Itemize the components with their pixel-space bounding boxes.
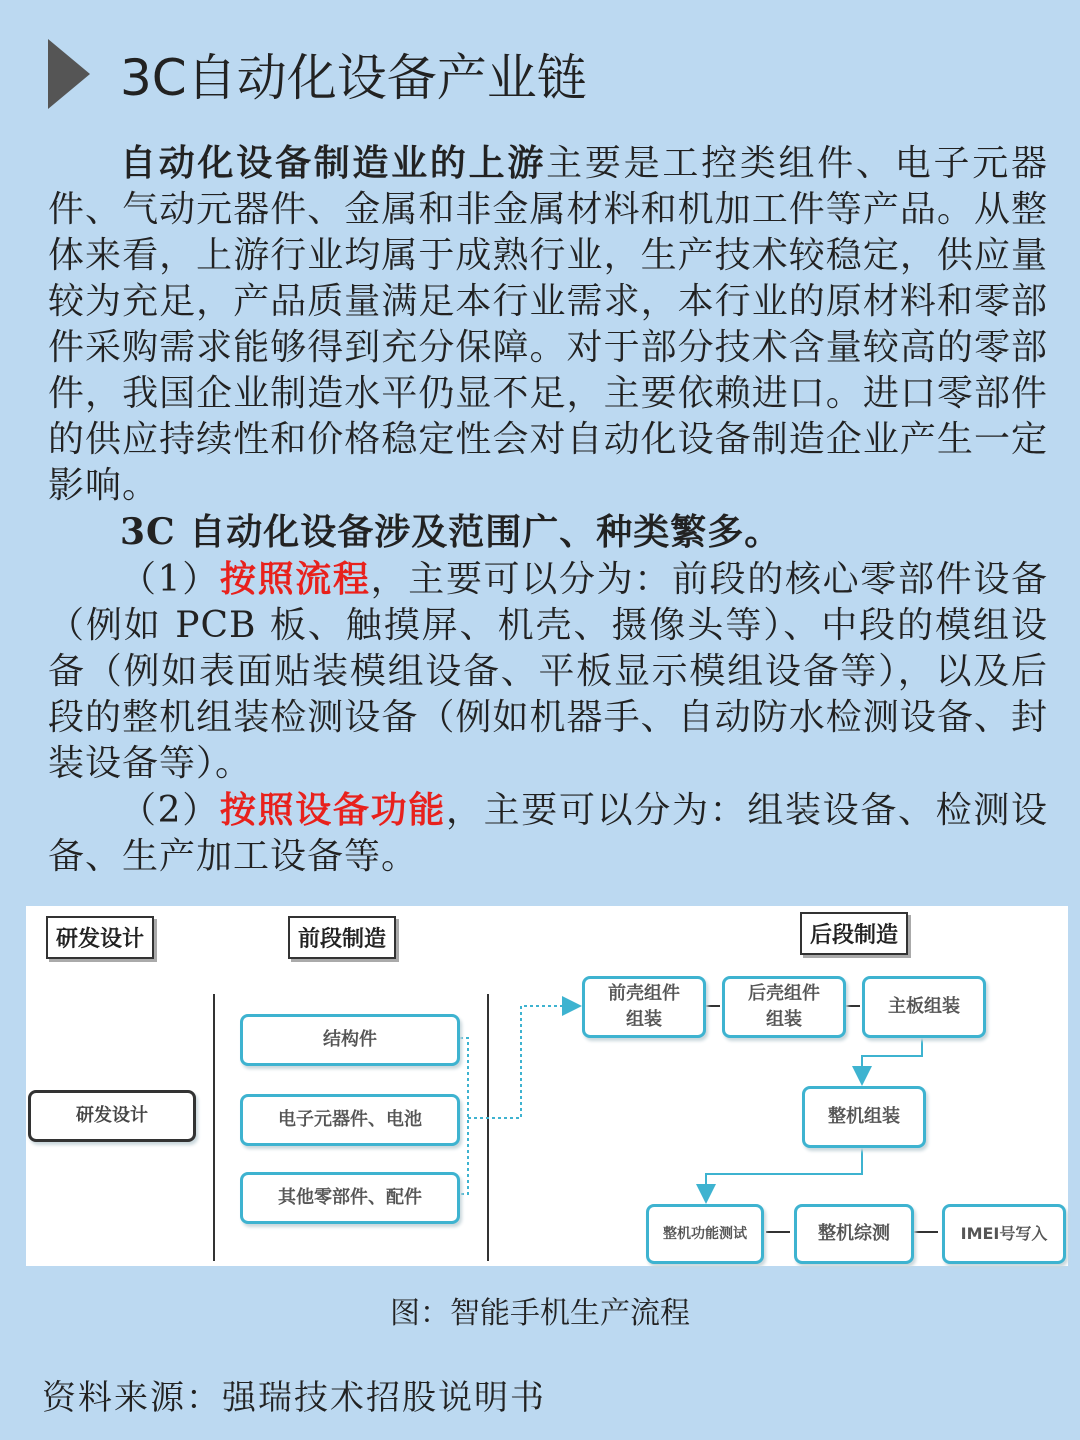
box-mainboard: 主板组装 [862,976,986,1038]
process-text: ，主要可以分为：前段的核心零部件设备（例如 PCB 板、触摸屏、机壳、摄像头等）、中段的模组设备（例如表面贴装模组设备、平板显示模组设备等），以及后段的整机组装检测设备（例如机器手、自动防水检测设备、封装设备等）。 [48,559,1048,784]
paragraph-by-process [48,556,1048,787]
page-title: 3C自动化设备产业链 [120,49,587,107]
source-note: 资料来源：强瑞技术招股说明书 [42,1378,546,1418]
header-rd: 研发设计 [46,916,154,959]
scope-text: 3C 自动化设备涉及范围广、种类繁多。 [120,511,782,553]
function-highlight: 按照设备功能 [219,789,446,831]
header-front: 前段制造 [288,916,396,959]
upstream-lead: 自动化设备制造业的上游 [120,142,547,184]
header-back: 后段制造 [800,912,908,955]
function-prefix: （2） [120,790,220,831]
box-back-shell: 后壳组件 组装 [722,976,846,1038]
box-electronics: 电子元器件、电池 [240,1094,460,1146]
box-full-test: 整机综测 [794,1204,914,1264]
function-text: ，主要可以分为：组装设备、检测设备、生产加工设备等。 [48,790,1048,877]
arrow-mainboard-assembly [862,1038,922,1082]
box-rd: 研发设计 [28,1090,196,1142]
dotted-arrow [468,1006,578,1118]
paragraph-upstream [48,140,1048,509]
process-prefix: （1） [120,559,220,600]
paragraph-scope [48,509,1048,556]
paragraph-by-function [48,787,1048,880]
production-flow-diagram [26,906,1068,1266]
box-imei: IMEI号写入 [942,1204,1066,1264]
title-row [48,38,587,110]
body-text [48,140,1048,880]
box-other-parts: 其他零部件、配件 [240,1172,460,1224]
arrow-assembly-test [706,1148,862,1200]
box-assembly: 整机组装 [802,1086,926,1148]
box-structure: 结构件 [240,1014,460,1066]
figure-caption: 图：智能手机生产流程 [390,1296,690,1331]
box-func-test: 整机功能测试 [646,1204,764,1264]
play-arrow-icon [48,39,90,109]
upstream-text: 主要是工控类组件、电子元器件、气动元器件、金属和非金属材料和机加工件等产品。从整体来看，上游行业均属于成熟行业，生产技术较稳定，供应量较为充足，产品质量满足本行业需求，本行业的原材料和零部件采购需求能够得到充分保障。对于部分技术含量较高的零部件，我国企业制造水平仍显不足，主要依赖进口。进口零部件的供应持续性和价格稳定性会对自动化设备制造企业产生一定影响。 [48,143,1048,506]
process-highlight: 按照流程 [219,558,371,600]
dotted-bracket [460,1038,468,1194]
box-front-shell: 前壳组件 组装 [582,976,706,1038]
